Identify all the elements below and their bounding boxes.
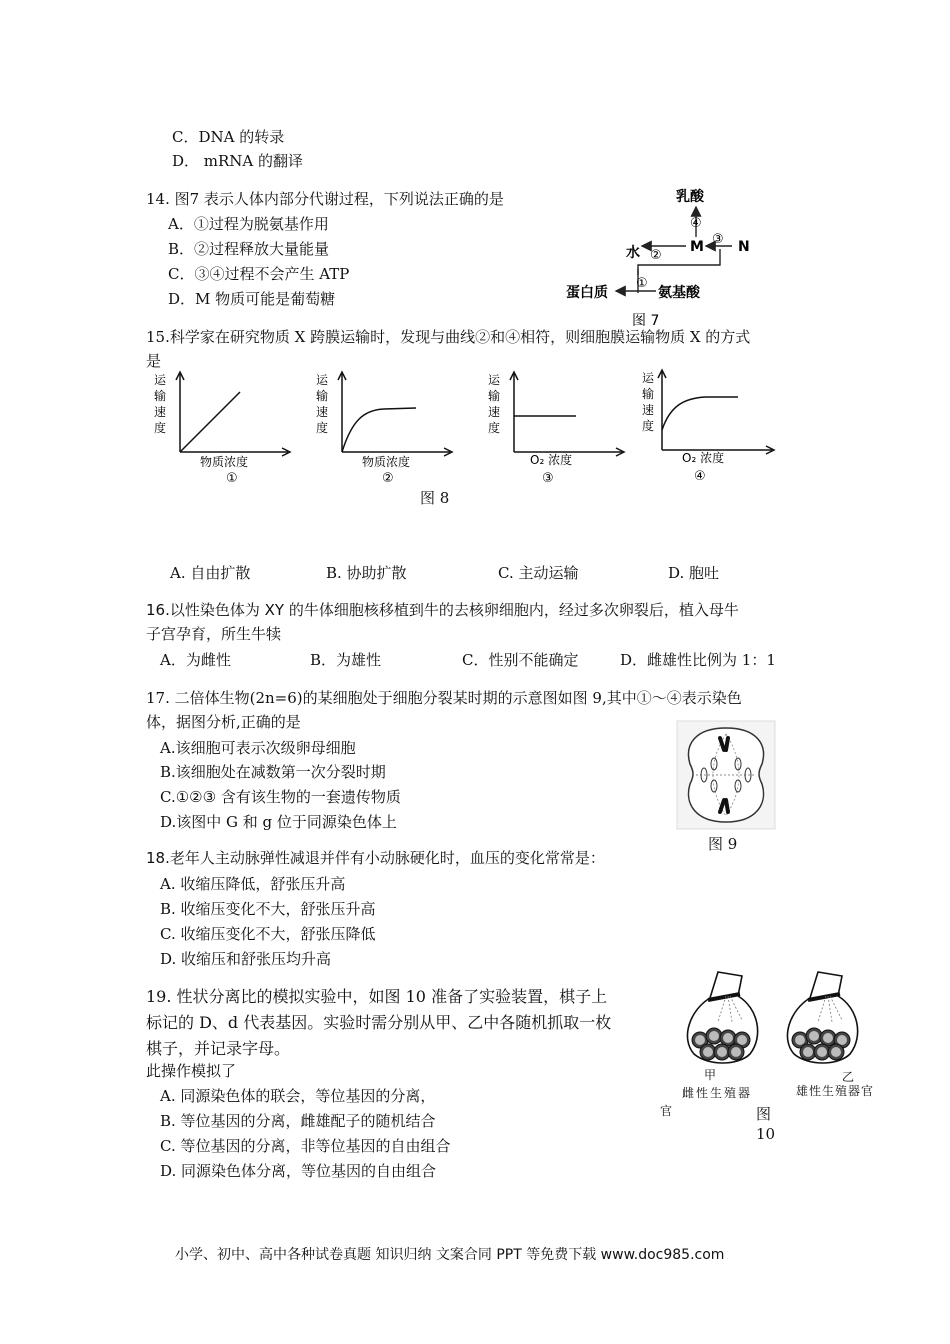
q16-option-a: A．为雌性 xyxy=(160,651,231,669)
q15-option-b: B. 协助扩散 xyxy=(326,564,407,582)
q15-stem-line2: 是 xyxy=(146,352,162,370)
graph-2-number: ② xyxy=(382,471,394,486)
q18-stem: 18.老年人主动脉弹性减退并伴有小动脉硬化时，血压的变化常常是： xyxy=(146,849,605,867)
q17-stem-line1: 17. 二倍体生物(2n=6)的某细胞处于细胞分裂某时期的示意图如图 9,其中①～④表示染色 xyxy=(146,689,742,707)
figure-10-label-female: 雌性生殖器 xyxy=(682,1086,753,1100)
q18-option-a: A. 收缩压降低，舒张压升高 xyxy=(160,875,346,893)
graph-1-linear xyxy=(150,370,300,486)
q18-option-d: D. 收缩压和舒张压均升高 xyxy=(160,950,332,968)
svg-text:输: 输 xyxy=(488,389,501,403)
q16-stem-line1: 16.以性染色体为 XY 的牛体细胞核移植到牛的去核卵细胞内，经过多次卵裂后，植入母牛 xyxy=(146,601,739,619)
figure-10-label-jia: 甲 xyxy=(704,1068,717,1082)
svg-text:速: 速 xyxy=(316,405,329,419)
svg-text:度: 度 xyxy=(154,421,167,435)
svg-text:速: 速 xyxy=(488,405,501,419)
q14-option-a: A．①过程为脱氨基作用 xyxy=(168,215,329,233)
q18-option-b: B. 收缩压变化不大，舒张压升高 xyxy=(160,900,376,918)
figure-10-label-yi: 乙 xyxy=(842,1070,855,1084)
fig7-m: M xyxy=(690,239,704,255)
q17-option-a: A.该细胞可表示次级卵母细胞 xyxy=(160,739,356,757)
graph-4-saturating xyxy=(636,368,786,486)
graph-3-number: ③ xyxy=(542,471,554,486)
q16-option-c: C．性别不能确定 xyxy=(462,651,579,669)
svg-text:输: 输 xyxy=(642,387,655,401)
graph-3-xlabel: O₂ 浓度 xyxy=(530,453,573,467)
q17-stem-line2: 体，据图分析,正确的是 xyxy=(146,713,301,731)
graph-4-number: ④ xyxy=(694,469,706,484)
fig7-num-3: ③ xyxy=(712,232,724,247)
q15-option-c: C. 主动运输 xyxy=(498,564,579,582)
q15-stem-line1: 15.科学家在研究物质 X 跨膜运输时，发现与曲线②和④相符，则细胞膜运输物质 X 的方式 xyxy=(146,328,751,346)
q17-option-b: B.该细胞处在减数第一次分裂时期 xyxy=(160,763,386,781)
graph-2-saturating xyxy=(312,370,462,486)
graph-1-number: ① xyxy=(226,471,238,486)
fig7-amino-acid: 氨基酸 xyxy=(658,285,700,301)
figure-9-cell-division xyxy=(676,720,776,830)
figure-10-caption-1: 图 xyxy=(756,1105,772,1123)
svg-text:运: 运 xyxy=(154,373,167,387)
svg-text:速: 速 xyxy=(154,405,167,419)
figure-10-caption-2: 10 xyxy=(756,1125,776,1143)
svg-text:度: 度 xyxy=(316,421,329,435)
q19-option-d: D. 同源染色体分离，等位基因的自由组合 xyxy=(160,1162,437,1180)
q16-option-b: B．为雄性 xyxy=(310,651,382,669)
figure-10-label-female-end: 官 xyxy=(660,1104,673,1118)
q19-stem-line4: 此操作模拟了 xyxy=(146,1062,237,1080)
q19-stem-line2: 标记的 D、d 代表基因。实验时需分别从甲、乙中各随机抓取一枚 xyxy=(146,1013,612,1032)
page-footer: 小学、初中、高中各种试卷真题 知识归纳 文案合同 PPT 等免费下载 www.doc985.com xyxy=(175,1247,725,1263)
fig7-protein: 蛋白质 xyxy=(566,285,608,301)
svg-text:运: 运 xyxy=(488,373,501,387)
figure-7-metabolism-diagram xyxy=(560,185,790,335)
q18-option-c: C. 收缩压变化不大，舒张压降低 xyxy=(160,925,376,943)
fig7-water: 水 xyxy=(626,245,640,261)
q19-option-c: C. 等位基因的分离，非等位基因的自由组合 xyxy=(160,1137,451,1155)
q17-option-c: C.①②③ 含有该生物的一套遗传物质 xyxy=(160,788,401,806)
q19-option-b: B. 等位基因的分离，雌雄配子的随机结合 xyxy=(160,1112,436,1130)
q13-option-d: D． mRNA 的翻译 xyxy=(172,152,304,170)
q16-stem-line2: 子宫孕育，所生牛犊 xyxy=(146,625,282,643)
graph-1-xlabel: 物质浓度 xyxy=(200,455,249,469)
bag-yi-icon xyxy=(780,966,870,1070)
bag-jia-icon xyxy=(680,966,770,1070)
q14-option-d: D．M 物质可能是葡萄糖 xyxy=(168,290,336,308)
q16-option-d: D．雌雄性比例为 1：1 xyxy=(620,651,776,669)
graph-3-constant xyxy=(484,370,634,486)
svg-text:度: 度 xyxy=(488,421,501,435)
svg-text:输: 输 xyxy=(316,389,329,403)
svg-text:运: 运 xyxy=(316,373,329,387)
fig7-lactic-acid: 乳酸 xyxy=(676,189,704,205)
svg-text:速: 速 xyxy=(642,403,655,417)
q14-option-c: C．③④过程不会产生 ATP xyxy=(168,265,350,283)
svg-text:运: 运 xyxy=(642,371,655,385)
q14-stem: 14. 图7 表示人体内部分代谢过程，下列说法正确的是 xyxy=(146,190,504,208)
figure-8-caption: 图 8 xyxy=(420,489,450,507)
fig7-num-2: ② xyxy=(650,248,662,263)
q19-option-a: A. 同源染色体的联会，等位基因的分离， xyxy=(160,1087,436,1105)
fig7-num-1: ① xyxy=(636,276,648,291)
q17-option-d: D.该图中 G 和 g 位于同源染色体上 xyxy=(160,813,397,831)
svg-text:输: 输 xyxy=(154,389,167,403)
q15-option-d: D. 胞吐 xyxy=(668,564,720,582)
fig7-num-4: ④ xyxy=(690,216,702,231)
q19-stem-line3: 棋子，并记录字母。 xyxy=(146,1039,291,1058)
q19-stem-line1: 19. 性状分离比的模拟实验中，如图 10 准备了实验装置，棋子上 xyxy=(146,987,608,1006)
graph-2-xlabel: 物质浓度 xyxy=(362,455,411,469)
svg-text:度: 度 xyxy=(642,419,655,433)
graph-4-xlabel: O₂ 浓度 xyxy=(682,451,725,465)
q15-option-a: A. 自由扩散 xyxy=(170,564,251,582)
figure-10-label-male: 雄性生殖器官 xyxy=(796,1084,875,1098)
fig7-n: N xyxy=(738,239,750,255)
q13-option-c: C．DNA 的转录 xyxy=(172,128,285,146)
figure-9-caption: 图 9 xyxy=(708,835,738,853)
fig7-caption: 图 7 xyxy=(632,313,660,329)
q14-option-b: B．②过程释放大量能量 xyxy=(168,240,330,258)
